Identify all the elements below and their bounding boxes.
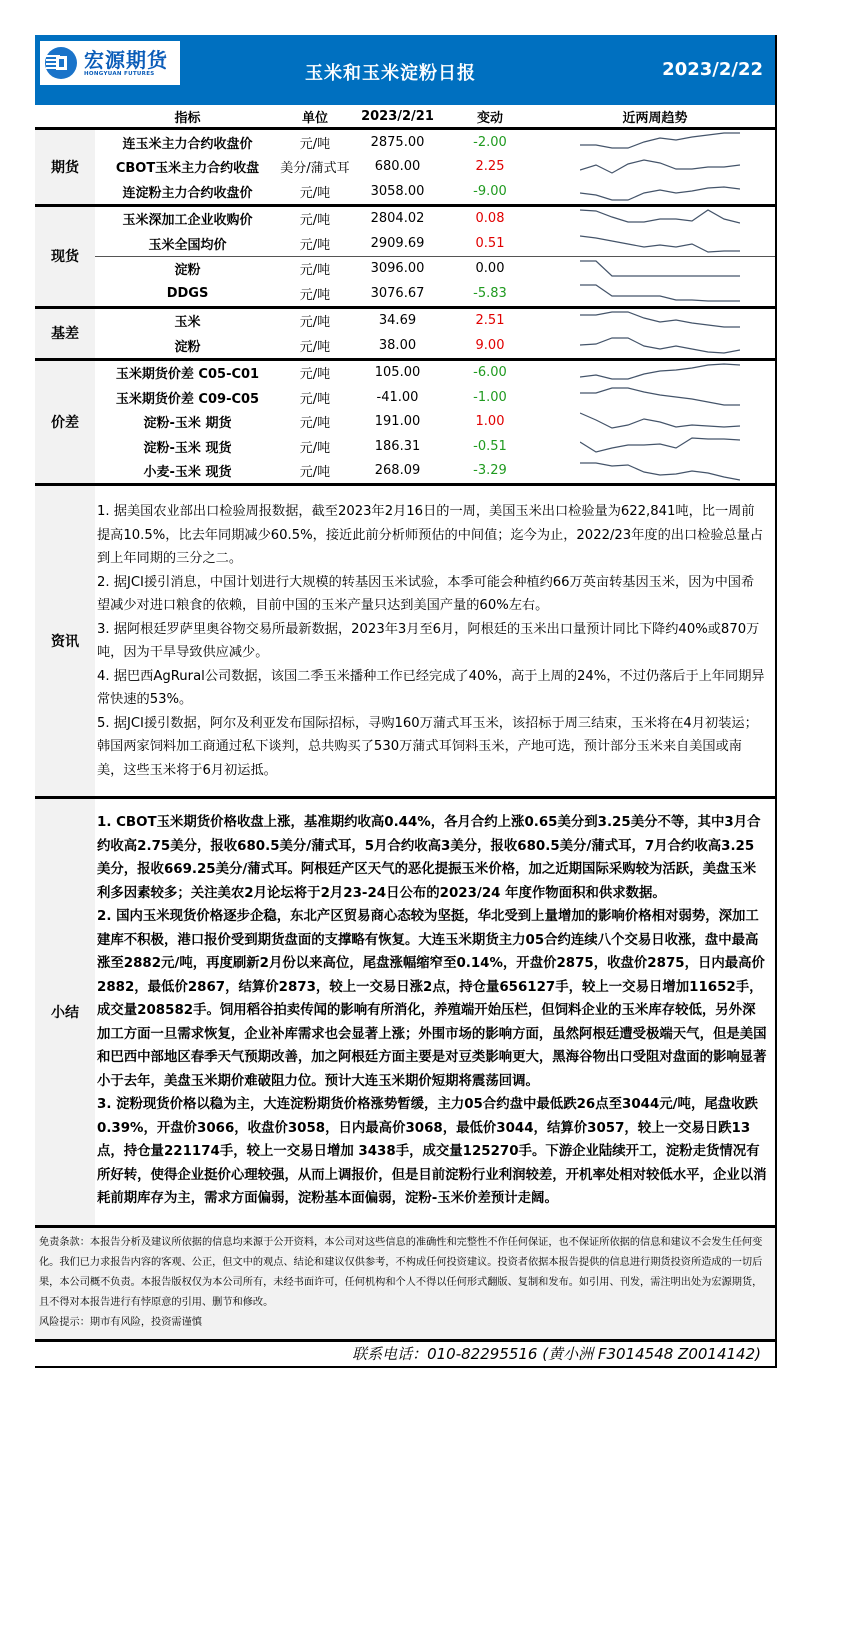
change-cell: 0.51 <box>475 235 505 251</box>
trend-sparkline <box>535 281 775 305</box>
table-row <box>95 333 775 358</box>
value-cell: 3058.00 <box>370 183 425 199</box>
unit-cell: 美分/蒲式耳 <box>280 161 350 177</box>
unit-cell: 元/吨 <box>299 416 331 432</box>
trend-sparkline <box>535 459 775 483</box>
value-cell: -41.00 <box>376 389 419 405</box>
indicator-name: 玉米期货价差 C05-C01 <box>115 367 260 383</box>
col-unit: 单位 <box>301 110 328 126</box>
trend-sparkline <box>535 309 775 333</box>
value-cell: 186.31 <box>374 438 421 454</box>
summary-section <box>35 799 775 1228</box>
news-item: 1. 据美国农业部出口检验周报数据，截至2023年2月16日的一周，美国玉米出口检验量为622,841吨，比一周前提高10.5%，比去年同期减少60.5%，接近此前分析师预估的中间值；迄今为止，2022/23年度的出口检验总量占到上年同期的三分之二。 <box>97 504 764 566</box>
value-cell: 2804.02 <box>370 211 425 227</box>
value-cell: 2875.00 <box>370 134 425 150</box>
company-logo <box>40 41 180 85</box>
disclaimer-text: 免责条款：本报告分析及建议所依据的信息均来源于公开资料，本公司对这些信息的准确性和完整性不作任何保证，也不保证所依据的信息和建议不会发生任何变化。我们已力求报告内容的客观、公正，但文中的观点、结论和建议仅供参考，不构成任何投资建议。投资者依据本报告提供的信息进行期货投资所造成的一切后果，本公司概不负责。本报告版权仅为本公司所有，未经书面许可，任何机构和个人不得以任何形式翻版、复制和发布。如引用、刊发，需注明出处为宏源期货，且不得对本报告进行有悖原意的引用、删节和修改。 <box>39 1236 763 1308</box>
section-category-label: 价差 <box>35 361 95 484</box>
table-row <box>95 434 775 459</box>
col-date: 2023/2/21 <box>361 108 434 124</box>
change-cell: -5.83 <box>473 285 507 301</box>
col-trend: 近两周趋势 <box>622 110 688 126</box>
indicator-name: 玉米 <box>174 315 201 331</box>
section-1 <box>35 207 775 309</box>
table-row <box>95 155 775 180</box>
value-cell: 34.69 <box>378 313 417 329</box>
unit-cell: 元/吨 <box>299 391 331 407</box>
section-category-label: 基差 <box>35 309 95 358</box>
indicator-name: DDGS <box>166 285 209 301</box>
change-cell: 0.08 <box>475 211 505 227</box>
news-item: 5. 据JCI援引数据，阿尔及利亚发布国际招标，寻购160万蒲式耳玉米，该招标于周三结束，玉米将在4月初装运；韩国两家饲料加工商通过私下谈判，总共购买了530万蒲式耳饲料玉米，产地可选，预计部分玉米来自美国或南美，这些玉米将于6月初运抵。 <box>97 715 758 778</box>
change-cell: -3.29 <box>473 463 507 479</box>
section-0 <box>35 130 775 207</box>
table-row <box>95 309 775 334</box>
risk-warning: 风险提示：期市有风险，投资需谨慎 <box>39 1316 202 1328</box>
unit-cell: 元/吨 <box>299 185 331 201</box>
summary-item: 2. 国内玉米现货价格逐步企稳，东北产区贸易商心态较为坚挺，华北受到上量增加的影响价格相对弱势，深加工建库不积极，港口报价受到期货盘面的支撑略有恢复。大连玉米期货主力05合约连续八个交易日收涨，盘中最高涨至2882元/吨，再度刷新2月份以来高位，尾盘涨幅缩窄至0.14%，开盘价2875，收盘价2875，日内最高价2882，最低价2867，结算价2873，较上一交易日涨2点，持仓量656127手，较上一交易日增加11652手，成交量208582手。饲用稻谷拍卖传闻的影响有所消化，养殖端开始压栏，但饲料企业的玉米库存较低，另外深加工方面一旦需求恢复，企业补库需求也会显著上涨；外围市场的影响方面，虽然阿根廷遭受极端天气，但是美国和巴西中部地区春季天气预期改善，加之阿根廷方面主要是对豆类影响更大，黑海谷物出口受阻对盘面的影响显著小于去年，美盘玉米期价难破阻力位。预计大连玉米期价短期将震荡回调。 <box>97 909 767 1089</box>
trend-sparkline <box>535 231 775 255</box>
col-indicator: 指标 <box>174 110 201 126</box>
change-cell: -0.51 <box>473 438 507 454</box>
value-cell: 268.09 <box>374 463 421 479</box>
table-column-headers <box>35 105 775 130</box>
unit-cell: 元/吨 <box>299 136 331 152</box>
indicator-name: 玉米全国均价 <box>148 237 227 253</box>
change-cell: 2.25 <box>475 159 505 175</box>
logo-english-name: HONGYUAN FUTURES <box>84 71 155 77</box>
report-date: 2023/2/22 <box>662 59 763 80</box>
table-row <box>95 179 775 204</box>
table-row <box>95 385 775 410</box>
indicator-name: 玉米深加工企业收购价 <box>122 213 253 229</box>
news-item: 4. 据巴西AgRural公司数据，该国二季玉米播种工作已经完成了40%，高于上周的24%，不过仍落后于上年同期异常快速的53%。 <box>97 668 765 707</box>
trend-sparkline <box>535 333 775 357</box>
trend-sparkline <box>535 257 775 281</box>
section-3 <box>35 361 775 487</box>
news-item: 3. 据阿根廷罗萨里奥谷物交易所最新数据，2023年3月至6月，阿根廷的玉米出口量预计同比下降约40%或870万吨，因为干旱导致供应减少。 <box>97 621 760 660</box>
table-row <box>95 256 775 282</box>
unit-cell: 元/吨 <box>299 237 331 253</box>
unit-cell: 元/吨 <box>299 465 331 481</box>
indicator-name: 淀粉 <box>174 339 201 355</box>
news-category-label: 资讯 <box>35 486 95 796</box>
news-section <box>35 486 775 799</box>
news-body <box>95 486 775 796</box>
table-row <box>95 459 775 484</box>
table-row <box>95 130 775 155</box>
summary-item: 1. CBOT玉米期货价格收盘上涨，基准期约收高0.44%，各月合约上涨0.65美分到3.25美分不等，其中3月合约收高2.75美分，报收680.5美分/蒲式耳，5月合约收高3美分，报收680.5美分/蒲式耳，7月合约收高3.25美分，报收669.25美分/蒲式耳。阿根廷产区天气的恶化提振玉米价格，加之近期国际采购较为活跃，美盘玉米利多因素较多；关注美农2月论坛将于2月23-24日公布的2023/24 年度作物面积和供求数据。 <box>97 815 761 901</box>
trend-sparkline <box>535 410 775 434</box>
table-row <box>95 281 775 306</box>
col-change: 变动 <box>476 110 503 126</box>
section-category-label: 期货 <box>35 130 95 204</box>
unit-cell: 元/吨 <box>299 367 331 383</box>
logo-chinese-name: 宏源期货 <box>84 48 168 72</box>
disclaimer-section <box>35 1228 775 1342</box>
change-cell: -6.00 <box>473 365 507 381</box>
trend-sparkline <box>535 385 775 409</box>
change-cell: -9.00 <box>473 183 507 199</box>
trend-sparkline <box>535 155 775 179</box>
news-item: 2. 据JCI援引消息，中国计划进行大规模的转基因玉米试验，本季可能会种植约66万英亩转基因玉米，因为中国希望减少对进口粮食的依赖，目前中国的玉米产量只达到美国产量的60%左右。 <box>97 574 755 613</box>
indicator-name: 淀粉 <box>174 263 201 279</box>
indicator-name: 淀粉-玉米 期货 <box>143 416 232 432</box>
logo-mark-icon <box>44 46 78 80</box>
value-cell: 38.00 <box>378 337 417 353</box>
change-cell: -1.00 <box>473 389 507 405</box>
change-cell: 1.00 <box>475 414 505 430</box>
table-row <box>95 231 775 256</box>
change-cell: 9.00 <box>475 337 505 353</box>
indicator-name: 玉米期货价差 C09-C05 <box>115 391 260 407</box>
contact-info: 联系电话：010-82295516 (黄小洲 F3014548 Z0014142) <box>35 1342 775 1368</box>
indicator-name: 连淀粉主力合约收盘价 <box>122 185 253 201</box>
section-category-label: 现货 <box>35 207 95 306</box>
unit-cell: 元/吨 <box>299 315 331 331</box>
change-cell: 2.51 <box>475 313 505 329</box>
unit-cell: 元/吨 <box>299 339 331 355</box>
value-cell: 680.00 <box>374 159 421 175</box>
table-row <box>95 207 775 232</box>
value-cell: 191.00 <box>374 414 421 430</box>
summary-body <box>95 799 775 1225</box>
indicator-name: 连玉米主力合约收盘价 <box>122 136 253 152</box>
trend-sparkline <box>535 434 775 458</box>
trend-sparkline <box>535 207 775 231</box>
unit-cell: 元/吨 <box>299 213 331 229</box>
report-header <box>35 35 775 105</box>
value-cell: 105.00 <box>374 365 421 381</box>
summary-category-label: 小结 <box>35 799 95 1225</box>
indicator-table <box>35 130 775 486</box>
trend-sparkline <box>535 130 775 154</box>
trend-sparkline <box>535 179 775 203</box>
indicator-name: CBOT玉米主力合约收盘 <box>115 161 260 177</box>
value-cell: 2909.69 <box>370 235 425 251</box>
indicator-name: 淀粉-玉米 现货 <box>143 440 232 456</box>
section-2 <box>35 309 775 361</box>
indicator-name: 小麦-玉米 现货 <box>143 465 232 481</box>
value-cell: 3096.00 <box>370 261 425 277</box>
report-title: 玉米和玉米淀粉日报 <box>305 63 476 84</box>
change-cell: -2.00 <box>473 134 507 150</box>
trend-sparkline <box>535 361 775 385</box>
daily-report <box>35 35 777 1368</box>
unit-cell: 元/吨 <box>299 263 331 279</box>
unit-cell: 元/吨 <box>299 440 331 456</box>
summary-item: 3. 淀粉现货价格以稳为主，大连淀粉期货价格涨势暂缓，主力05合约盘中最低跌26点至3044元/吨，尾盘收跌0.39%，开盘价3066，收盘价3058，日内最高价3068，最低价3044，结算价3057，较上一交易日跌13点，持仓量221174手，较上一交易日增加 3438手，成交量125270手。下游企业陆续开工，淀粉走货情况有所好转，使得企业挺价心理较强，从而上调报价，但是目前淀粉行业利润较差，开机率处相对较低水平，企业以消耗前期库存为主，需求方面偏弱，淀粉基本面偏弱，淀粉-玉米价差预计走阔。 <box>97 1097 767 1206</box>
table-row <box>95 361 775 386</box>
change-cell: 0.00 <box>475 261 505 277</box>
table-row <box>95 410 775 435</box>
value-cell: 3076.67 <box>370 285 425 301</box>
unit-cell: 元/吨 <box>299 287 331 303</box>
